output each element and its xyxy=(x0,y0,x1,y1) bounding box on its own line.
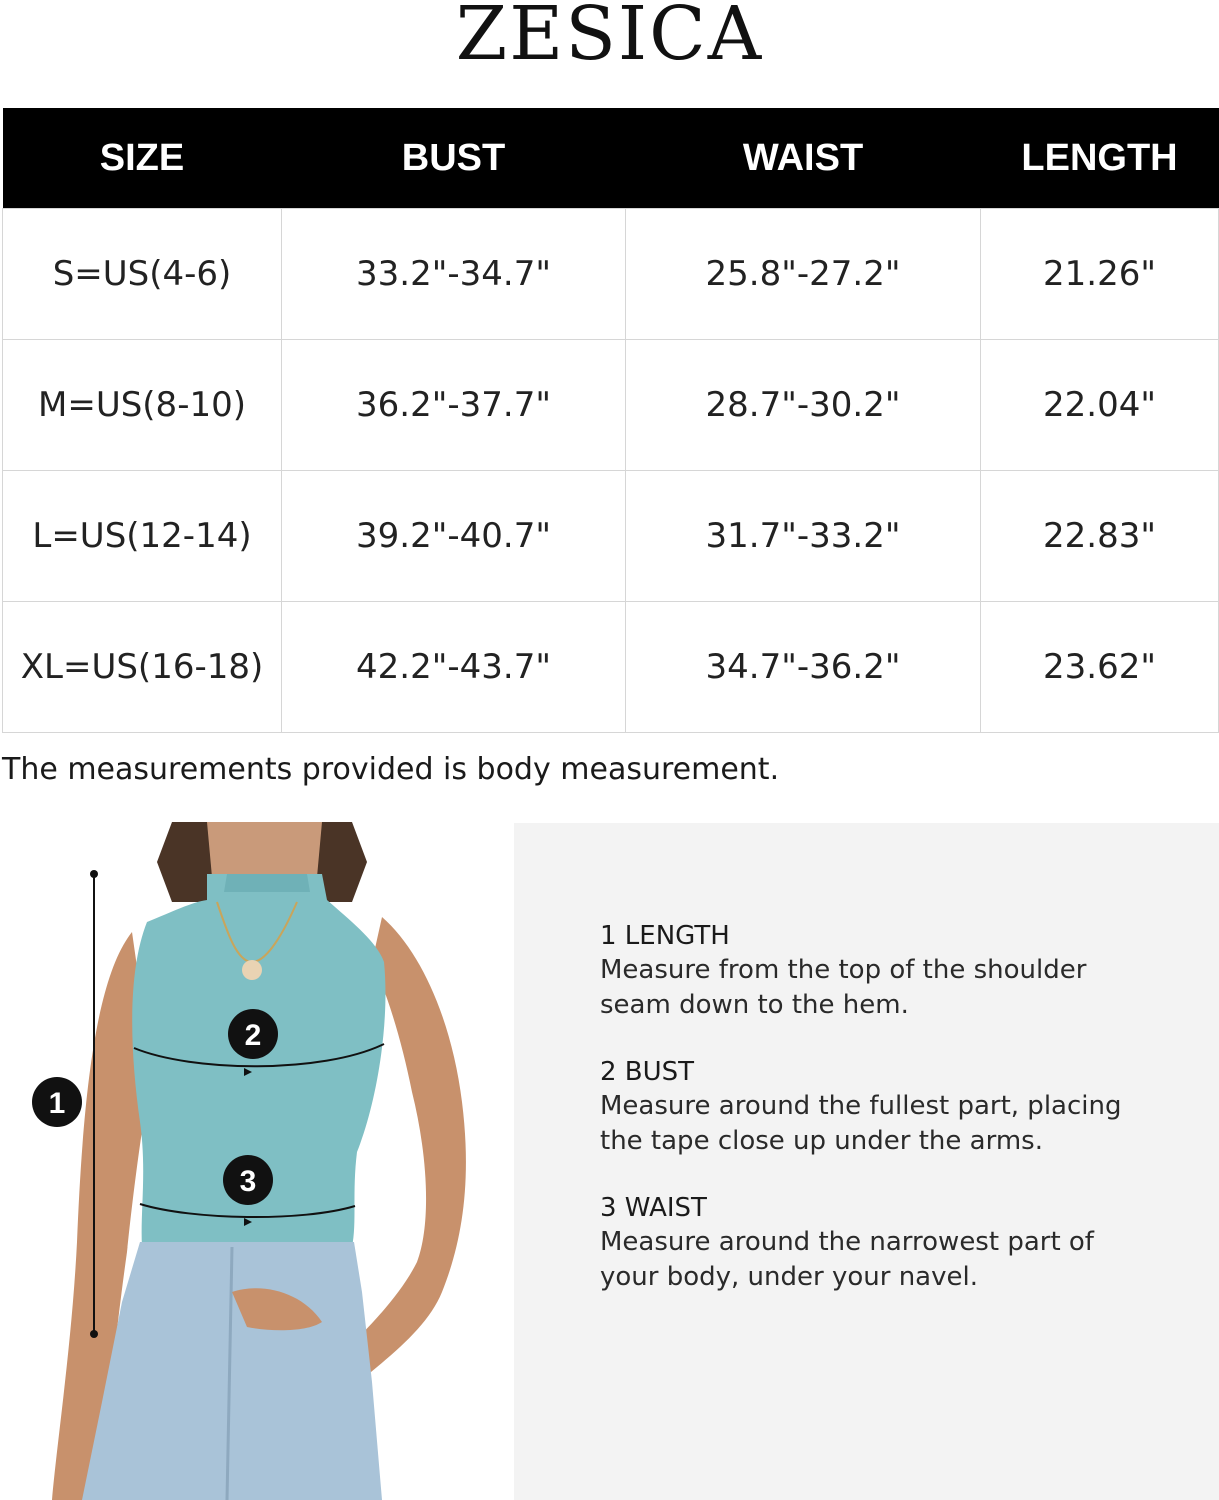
table-row xyxy=(3,340,1219,471)
marker-waist: 3 xyxy=(239,1165,257,1198)
marker-bust: 2 xyxy=(244,1019,262,1052)
cell-bust: 36.2"-37.7" xyxy=(282,340,626,471)
marker-length: 1 xyxy=(48,1087,66,1120)
size-chart-table xyxy=(2,108,1219,733)
guide-waist-text: Measure around the narrowest part of your body, under your navel. xyxy=(600,1227,1094,1292)
cell-size: L=US(12-14) xyxy=(3,471,282,602)
cell-length: 23.62" xyxy=(981,602,1219,733)
measurement-guide-panel xyxy=(514,823,1219,1500)
table-row xyxy=(3,471,1219,602)
cell-length: 22.04" xyxy=(981,340,1219,471)
measurement-note: The measurements provided is body measurement. xyxy=(2,752,780,787)
header-size: SIZE xyxy=(3,108,282,209)
guide-length xyxy=(600,919,1200,1023)
guide-waist xyxy=(600,1191,1200,1295)
cell-bust: 39.2"-40.7" xyxy=(282,471,626,602)
header-length: LENGTH xyxy=(981,108,1219,209)
cell-size: S=US(4-6) xyxy=(3,209,282,340)
table-row xyxy=(3,602,1219,733)
cell-waist: 25.8"-27.2" xyxy=(626,209,981,340)
model-illustration xyxy=(22,822,502,1500)
cell-length: 21.26" xyxy=(981,209,1219,340)
cell-waist: 28.7"-30.2" xyxy=(626,340,981,471)
guide-waist-title: 3 WAIST xyxy=(600,1193,707,1223)
guide-bust-text: Measure around the fullest part, placing the tape close up under the arms. xyxy=(600,1091,1122,1156)
cell-size: XL=US(16-18) xyxy=(3,602,282,733)
brand-logo: ZESICA xyxy=(455,0,764,77)
table-header-row xyxy=(3,108,1219,209)
guide-length-text: Measure from the top of the shoulder seam down to the hem. xyxy=(600,955,1087,1020)
cell-bust: 33.2"-34.7" xyxy=(282,209,626,340)
cell-size: M=US(8-10) xyxy=(3,340,282,471)
cell-waist: 34.7"-36.2" xyxy=(626,602,981,733)
header-bust: BUST xyxy=(282,108,626,209)
guide-bust-title: 2 BUST xyxy=(600,1057,695,1087)
cell-bust: 42.2"-43.7" xyxy=(282,602,626,733)
header-waist: WAIST xyxy=(626,108,981,209)
guide-length-title: 1 LENGTH xyxy=(600,921,730,951)
table-row xyxy=(3,209,1219,340)
cell-length: 22.83" xyxy=(981,471,1219,602)
cell-waist: 31.7"-33.2" xyxy=(626,471,981,602)
guide-bust xyxy=(600,1055,1200,1159)
